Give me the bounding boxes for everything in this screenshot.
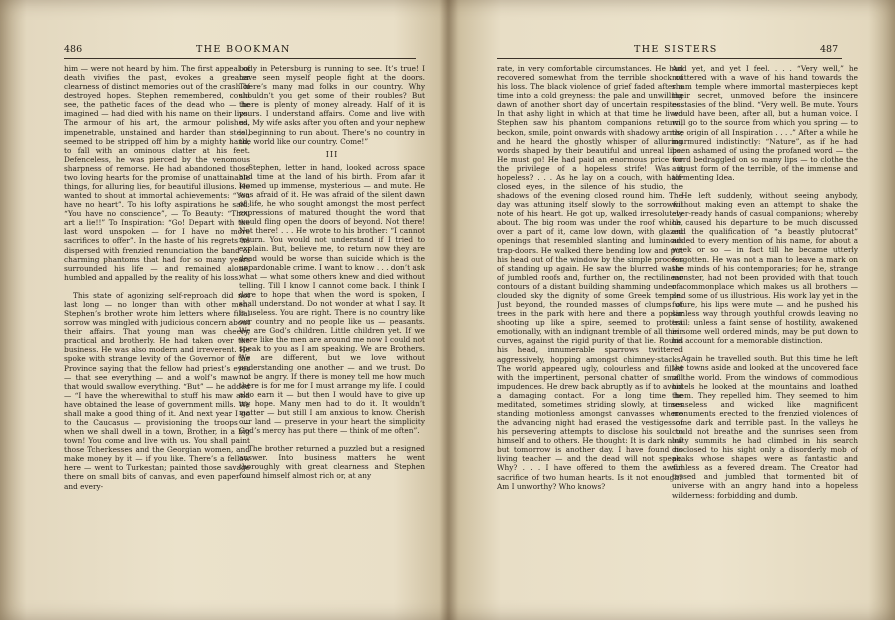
- paragraph: He left suddenly, without seeing anybody, without making even an attempt to shake the ever-ready hands of casual companions; whereby he caused his departure to be much discussed and the qualification of “a beastly plutocrat” added to every mention of his name, for about a week or so — in fact till he became utterly forgotten. He was not a man to leave a mark on the minds of his contemporaries; for he, strange monster, had not been provided with that touch of commonplace which makes us all brothers — and some of us illustrious. His work lay yet in the future, his lips were mute — and he pushed his simless way through youthful crowds leaving no trail: unless a faint sense of hostility, awakened in some well ordered minds, may be put down to his account for a memorable distinction.: [672, 191, 858, 346]
- right-column-1: [497, 64, 683, 612]
- left-column-2: [239, 64, 425, 612]
- left-header-rule: [64, 58, 416, 59]
- right-running-head: THE SISTERS: [634, 44, 718, 55]
- paragraph: And yet, and yet I feel. . . . “Very well,” he muttered with a wave of his hand towards the sham temple where immortal masterpieces kept their secret, unmoved before the insincere ecstasies of the blind. “Very well. Be mute. Yours would have been, after all, but a human voice. I will go to the source from which you spring — to the origin of all Inspiration . . . .” After a while he murmured indistinctly: “Nature”, as if he had been ashamed of using the profaned word — the word bedraggled on so many lips — to clothe the august form of the terrible, of the immense and tormenting Idea.: [672, 64, 858, 182]
- paragraph: The brother returned a puzzled but a resigned answer. Into business matters he went thoroughly with great clearness and Stephen found himself almost rich or, at any: [239, 444, 425, 481]
- right-page: [449, 0, 895, 620]
- right-page-number: 487: [820, 44, 839, 55]
- left-column-1: [64, 64, 250, 612]
- section-number: III: [325, 149, 339, 159]
- paragraph: Again he travelled south. But this time he left the towns aside and looked at the uncovered face of the world. From the windows of commodious hotels he looked at the mountains and loathed them. They repelled him. They seemed to him senseless and wicked like magnificent monuments erected to the frenzied violences of some dark and terrible past. In the valleys he could not breathe and the sunrises seen from lofty summits he had climbed in his search disclosed to his sight only a disorderly mob of peaks whose shapes were as fantastic and simless as a fevered dream. The Creator had tossed and jumbled that tormented bit of universe with an angry hand into a hopeless wilderness: forbidding and dumb.: [672, 354, 858, 500]
- paragraph: This state of agonizing self-reproach did not last long — no longer than with other men. Stephen’s brother wrote him letters where filial sorrow was mingled with judicious concern about their affairs. That young man was cheery, practical and brotherly. He had taken over the business. He was also modern and irreverent. He spoke with strange levity of the Governor of the Province saying that the fellow had priest’s eyes — that see everything — and a wolf’s maw — that would swallow everything. “But” — he added — “I have the wherewithal to stuff his maw and have obtained the lease of government mills. We shall make a good thing of it. And next year I go to the Caucasus — provisioning the troops — when we shall dwell in a town, Brother, in a big town! You come and live with us. You shall paint those Tcherkesses and the Georgian women, and make money by it — if you like. There’s a fellow here — went to Turkestan; painted those savage there on small bits of canvas, and even paper — and every-: [64, 290, 250, 491]
- right-header-rule: [497, 58, 842, 59]
- left-page-number: 486: [64, 44, 83, 55]
- paragraph: rate, in very comfortable circumstances. He had recovered somewhat from the terrible shock of his loss. The black violence of grief faded after a time into a cold greyness: the pale and unwilling dawn of another short day of uncertain respites. In that ashy light in which at that time he lived Stephen saw his phantom companions return, beckon, smile, point onwards with shadowy arms; and he heard the ghostly whisper of alluring words shaped by their beautiful and unreal lips. He must go! He had paid an enormous price for the privilege of a hopeless strife! Was it hopeless? . . . As he lay on a couch, with half-closed eyes, in the silence of his studio, the shadows of the evening closed round him. The day was attuning itself slowly to the sorrowful note of his heart. He got up, walked irresolutely about. The big room was under the roof which, over a part of it, came low down, with glazed openings that resembled slanting and luminous trap-doors. He walked there bending low and put his head out of the window by the simple process of standing up again. He saw the blurred waste of jumbled roofs and, further on, the rectilinear contours of a distant building shamming under a clouded sky the dignity of some Greek temple. Just beyond, the rounded masses of clumps of trees in the park with here and there a poplar shooting up like a spire, seemed to protest emotionally, with an indignant tremble of all their curves, against the rigid purity of that lie. Round his head, innumerable sparrows twittered aggressively, hopping amongst chimney-stacks. The world appeared ugly, colourless and filled with the impertinent, personal chatter of small impudences. He drew back abruptly as if to avoid a damaging contact. For a long time he meditated, sometimes striding slowly, at times standing motionless amongst canvasses where the advancing night had erased the vestiges of his persevering attempts to disclose his soul to himself and to others. He thought: It is dark now but tomorrow is another day. I have found no living teacher — and the dead will not speak. Why? . . . I have offered to them the awful sacrifice of two human hearts. Is it not enough? Am I unworthy? Who knows?: [497, 64, 683, 491]
- right-column-2: [672, 64, 858, 612]
- paragraph: Stephen, letter in hand, looked across space and time at the land of his birth. From afar it loomed up immense, mysterious — and mute. He was afraid of it. He was afraid of the silent dawn of life, he who sought amongst the most perfect expressions of matured thought the word that would fling open the doors of beyond. Not there! Not there! . . . He wrote to his brother: “I cannot return. You would not understand if I tried to explain. But, believe me, to return now they are dead would be worse than suicide which is the unpardonable crime. I want to know . . . don’t ask what — what some others knew and died without telling. Till I know I cannot come back. I think I dare to hope that when the word is spoken, I shall understand. Do not wonder at what I say. It is useless. You are right. There is no country like our country and no people like us — peasants. We are God’s children. Little children yet. If we were like the men are around me now I could not speak to you as I am speaking. We are Brothers. We are different, but we love without understanding one another — and we trust. Do not be angry. If there is money tell me how much there is for me for I must arrange my life. I could also earn it — but then I would have to give up my hope. Many men had to do it. It wouldn’t matter — but still I am anxious to know. Cherish our land — preserve in your heart the simplicity God’s mercy has put there — think of me often”.: [239, 162, 425, 436]
- left-running-head: THE BOOKMAN: [196, 44, 291, 55]
- paragraph: body in Petersburg is running to see. It’s true! I have seen myself people fight at the doors. There’s many mad folks in our country. Why shouldn’t you get some of their roubles? But there is plenty of money already. Half of it is yours. I understand affairs. Come and live with us. My wife asks after you often and your nephew is beginning to run about. There’s no country in the world like our country. Come!”: [239, 64, 425, 146]
- paragraph: him — were not heard by him. The first appeal of death vivifies the past, evokes a greater clearness of distinct memories out of the crash of destroyed hopes. Stephen remembered, could see, the pathetic faces of the dead who — he imagined — had died with his name on their lips. The armour of his art, the armour polished, impenetrable, unstained and harder than steel, seemed to be stripped off him by a mighty hand, to fall with an ominous clatter at his feet. Defenceless, he was pierced by the venomous sharpness of remorse. He had abandoned those two loving hearts for the promise of unattainable things, for alluring lies, for beautiful illusions. He wanted to shout at immortal achievements: “You have no heart”. To his lofty aspirations he said: “You have no conscience”, — To Beauty: “Thou art a lie!!” To Inspiration: “Go! Depart with the last word unspoken — for I have no more sacrifices to offer”. In the haste of his regrets he dispersed with frenzied renunciation the band of charming phantoms that had for so many years surrounded his life — and remained alone, humbled and appalled by the reality of his loss.: [64, 64, 250, 282]
- left-page: [0, 0, 446, 620]
